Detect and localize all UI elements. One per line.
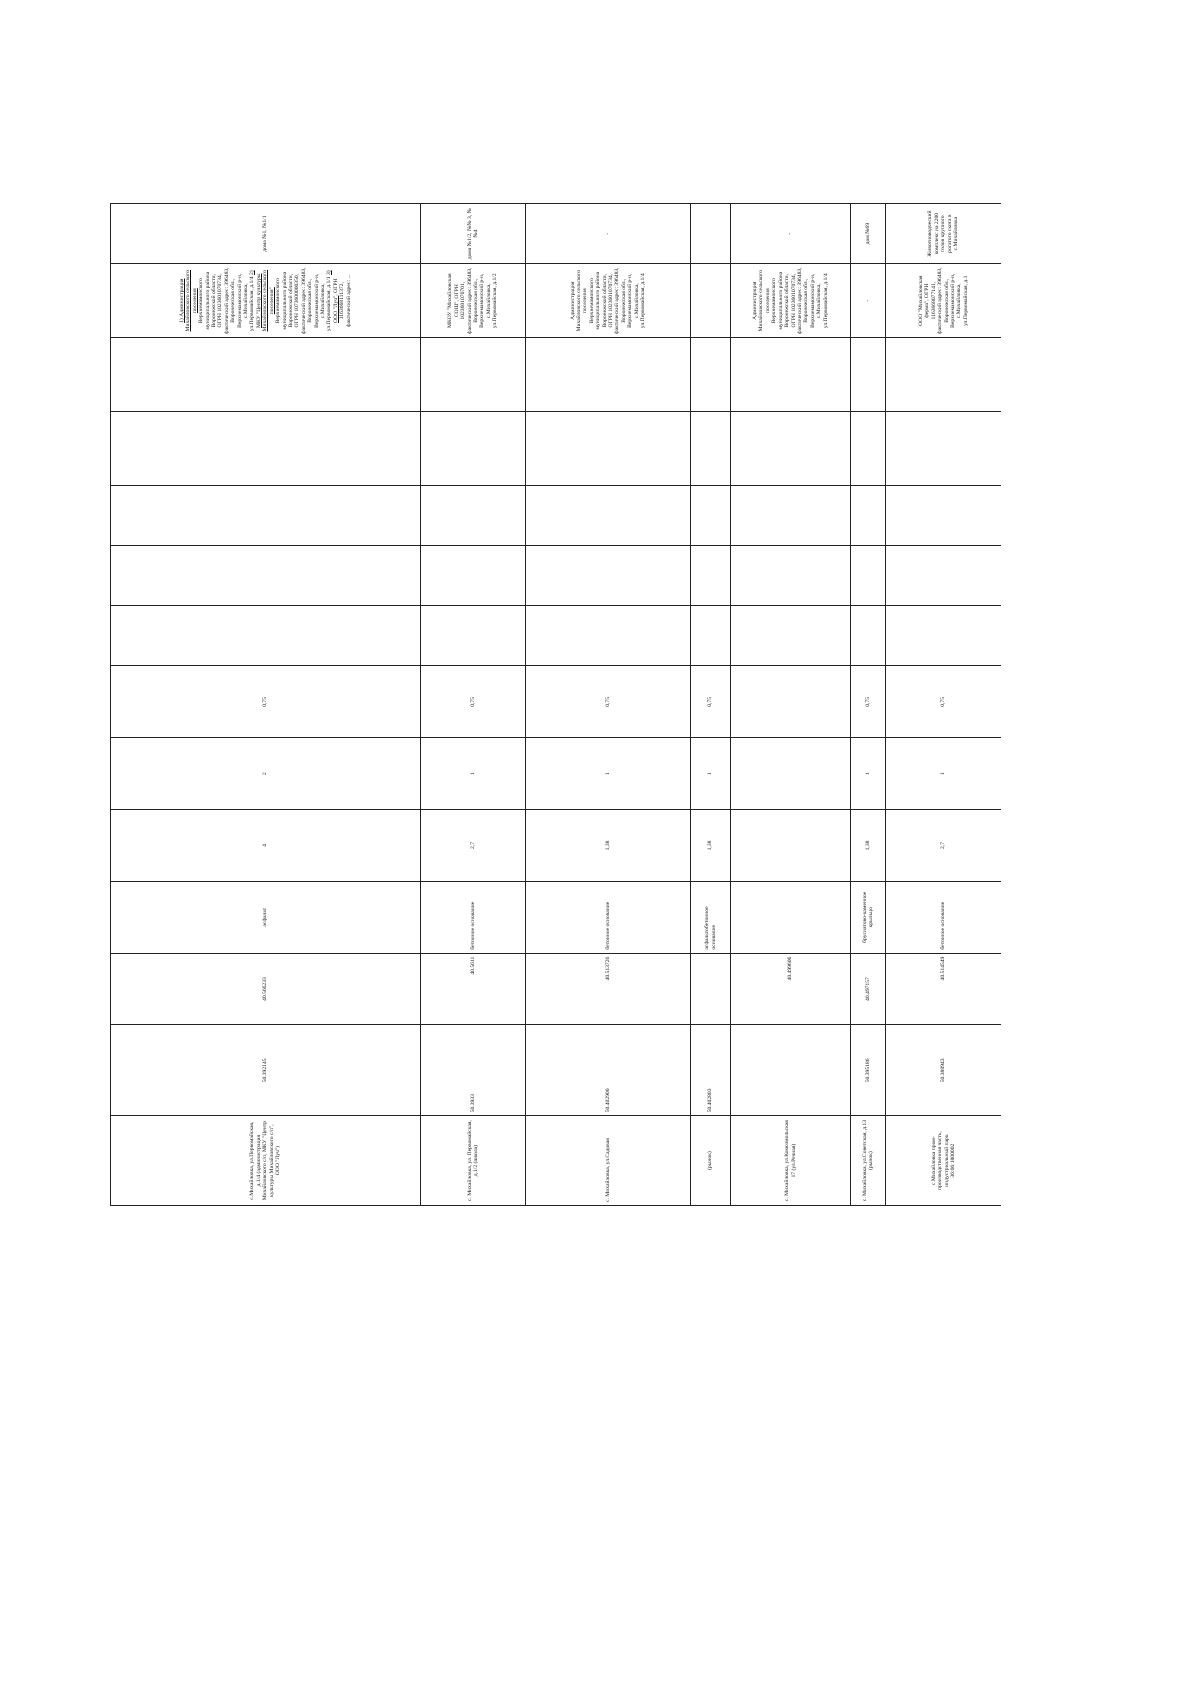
empty-cell [886, 485, 1002, 545]
rotated-table [110, 203, 1001, 1206]
address-cell: с. Михайловка, ул. Первомайская, д.1/2 (школа) [421, 1116, 526, 1206]
cover-cell: бетонное основание [526, 881, 691, 953]
table-row [731, 204, 851, 1206]
empty-cell [886, 338, 1002, 412]
container-volume-cell: 0,75 [851, 666, 886, 738]
longitude-cell: 40.5611 [421, 953, 526, 1025]
sources-cell: дом №69 [851, 204, 886, 264]
address-cell: с. Михайловка, ул.Комсомольская 17 (ул.Речная) [731, 1116, 851, 1206]
longitude-cell [691, 953, 731, 1025]
empty-cell [111, 606, 421, 666]
empty-cell [526, 412, 691, 486]
cover-cell: бетонное основание [886, 881, 1002, 953]
latitude-cell: 50.388943 [886, 1025, 1002, 1116]
cover-cell: бруснатово-каменное крыльцо [851, 881, 886, 953]
sources-cell: - [526, 204, 691, 264]
table-row [421, 204, 526, 1206]
empty-cell [691, 606, 731, 666]
empty-cell [851, 606, 886, 666]
owner-cell: Администрация Михайловского сельского поселения Верхнемамонского муниципального района Воронежской области, ОГРН 1023601070734, фактический адрес: 396483, Воронежская обл., Верхнемамонский р-н, с.Михайловка, ул.Первомайская, д.1/4 [731, 264, 851, 338]
empty-cell [421, 606, 526, 666]
area-cell: 1,38 [526, 810, 691, 882]
empty-cell [731, 485, 851, 545]
container-volume-cell: 0,75 [111, 666, 421, 738]
container-volume-cell [731, 666, 851, 738]
container-volume-cell: 0,75 [691, 666, 731, 738]
empty-cell [111, 412, 421, 486]
empty-cell [731, 412, 851, 486]
owner-name: 2) МКУ "Центр культуры Михайловского сельского поселения" [249, 269, 275, 332]
area-cell [731, 810, 851, 882]
owner-cell: МКОУ "Михайловская СОШ", ОГРН 1023601070701, фактический адрес: 396483, Воронежская обл., Верхнемамонский р-н, с.Михайловка, ул.Первомайская, д.1/2 [421, 264, 526, 338]
longitude-cell: 40.499606 [731, 953, 851, 1025]
empty-cell [691, 338, 731, 412]
longitude-cell: 40.513726 [526, 953, 691, 1025]
owner-details: , ОГРН 1163668111372, фактический адрес: ... [332, 274, 352, 327]
cover-cell [731, 881, 851, 953]
empty-cell [691, 485, 731, 545]
empty-cell [731, 606, 851, 666]
container-count-cell [731, 738, 851, 810]
owner-details: Верхнемамонского муниципального района Воронежской области, ОГРН 1023601070734, фактический адрес: 396483, Воронежская обл., Верхнемамонский р-н, с.Михайловка, ул.Первомайская, д.1/4 [198, 267, 256, 334]
longitude-cell: 40.566233 [111, 953, 421, 1025]
empty-cell [886, 546, 1002, 606]
address-cell: (рынок) [691, 1116, 731, 1206]
latitude-cell: 50.402900 [526, 1025, 691, 1116]
area-cell: 1,38 [691, 810, 731, 882]
empty-cell [421, 338, 526, 412]
owner-cell [691, 264, 731, 338]
empty-cell [691, 546, 731, 606]
empty-cell [851, 412, 886, 486]
empty-cell [526, 546, 691, 606]
area-cell: 1,38 [851, 810, 886, 882]
longitude-cell: 40.497157 [851, 953, 886, 1025]
empty-cell [526, 606, 691, 666]
container-count-cell: 1 [886, 738, 1002, 810]
owner-cell: ООО "Михайловская ферма", ОГРН 1163668077141, фактический адрес: 396483, Воронежская обл., Верхнемамонский р-н, с.Михайловка, ул.Первомайская, д.1 [886, 264, 1002, 338]
latitude-cell: 50.402803 [691, 1025, 731, 1116]
empty-cell [526, 485, 691, 545]
owner-details: Верхнемамонского муниципального района Воронежской области, ОГРН 1073600000350, фактический адрес: 396483, Воронежская обл., Верхнемамонский р-н, с.Михайловка, ул.Первомайская, д.1/1 [275, 267, 333, 334]
sources-cell: дома №1/2, №№ 3, №№4 [421, 204, 526, 264]
address-cell: с. Михайловка, ул.Советская, д.13 (рынок) [851, 1116, 886, 1206]
container-count-cell: 1 [851, 738, 886, 810]
container-count-cell: 2 [111, 738, 421, 810]
empty-cell [851, 338, 886, 412]
table-row [111, 204, 421, 1206]
address-cell: с. Михайловка, ул.Садовая [526, 1116, 691, 1206]
container-count-cell: 1 [421, 738, 526, 810]
table-row [886, 204, 1002, 1206]
latitude-cell [731, 1025, 851, 1116]
empty-cell [691, 412, 731, 486]
empty-cell [111, 485, 421, 545]
empty-cell [111, 338, 421, 412]
table-row [691, 204, 731, 1206]
empty-cell [526, 338, 691, 412]
cover-cell: бетонное основание [421, 881, 526, 953]
owner-cell [111, 264, 421, 338]
area-cell: 2,7 [421, 810, 526, 882]
registry-table [110, 203, 1001, 1206]
table-row [851, 204, 886, 1206]
container-volume-cell: 0,75 [526, 666, 691, 738]
empty-cell [851, 485, 886, 545]
owner-name: 1) Администрация Михайловского сельского поселения [179, 269, 198, 332]
empty-cell [851, 546, 886, 606]
sources-cell: дома №1, №1/1 [111, 204, 421, 264]
rotated-table-frame [110, 203, 1001, 1206]
empty-cell [886, 412, 1002, 486]
owner-name: 3) ООО "Луч" [326, 270, 339, 323]
longitude-cell: 40.514549 [886, 953, 1002, 1025]
table-row [526, 204, 691, 1206]
empty-cell [421, 412, 526, 486]
empty-cell [731, 338, 851, 412]
container-count-cell: 1 [691, 738, 731, 810]
area-cell: 4 [111, 810, 421, 882]
latitude-cell: 50.392145 [111, 1025, 421, 1116]
area-cell: 2,7 [886, 810, 1002, 882]
container-volume-cell: 0,75 [886, 666, 1002, 738]
sources-cell: - [731, 204, 851, 264]
sources-cell [691, 204, 731, 264]
empty-cell [731, 546, 851, 606]
address-cell: с.Михайловка пром-производственная часть, индустриальный парк 36:06:1800002 [886, 1116, 1002, 1206]
address-cell: с.Михайловка, ул.Первомайская, д.1/4 (администрация Михайловского с/п, МКУ "Центр культуры Михайловского с/п", ООО "Луч") [111, 1116, 421, 1206]
latitude-cell: 50.395186 [851, 1025, 886, 1116]
latitude-cell: 50.3933 [421, 1025, 526, 1116]
empty-cell [421, 546, 526, 606]
cover-cell: асфальт [111, 881, 421, 953]
owner-cell: - [851, 264, 886, 338]
owner-cell: Администрация Михайловского сельского поселения Верхнемамонского муниципального района Воронежской области, ОГРН 1023601070734, фактический адрес: 396483, Воронежская обл., Верхнемамонский р-н, с.Михайловка, ул.Первомайская, д.1/4 [526, 264, 691, 338]
empty-cell [421, 485, 526, 545]
empty-cell [886, 606, 1002, 666]
sources-cell: Животноводческий комплекс на 2200 голов крупного рогатого скота в с.Михайловка [886, 204, 1002, 264]
container-count-cell: 1 [526, 738, 691, 810]
empty-cell [111, 546, 421, 606]
container-volume-cell: 0,75 [421, 666, 526, 738]
cover-cell: асфальтобетонное основание [691, 881, 731, 953]
